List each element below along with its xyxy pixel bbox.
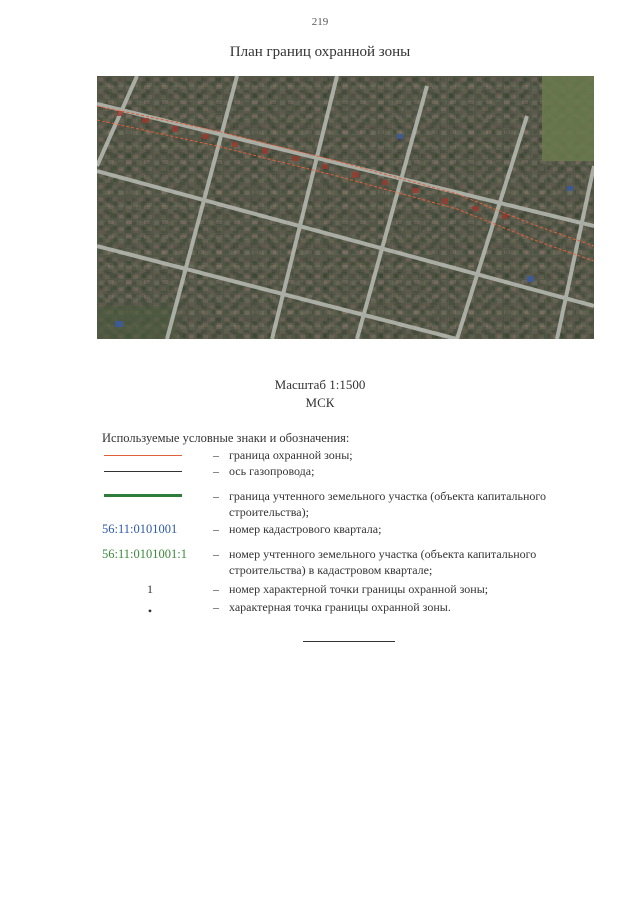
legend-heading: Используемые условные знаки и обозначения: bbox=[102, 431, 350, 445]
legend-symbol bbox=[102, 447, 207, 463]
black-line-icon bbox=[104, 471, 182, 472]
bottom-rule bbox=[303, 641, 395, 642]
legend-text: граница учтенного земельного участка (объекта капитального строительства); bbox=[229, 489, 547, 519]
map-image bbox=[97, 76, 594, 339]
legend-text: ось газопровода; bbox=[229, 464, 315, 478]
scale-block bbox=[0, 376, 640, 412]
scale-label: Масштаб 1:1500 bbox=[274, 377, 366, 392]
legend-symbol: 1 bbox=[147, 582, 153, 596]
legend-text: характерная точка границы охранной зоны. bbox=[229, 600, 451, 614]
satellite-map bbox=[97, 76, 594, 339]
legend-symbol: 56:11:0101001 bbox=[102, 522, 178, 536]
legend-text: номер характерной точки границы охранной зоны; bbox=[229, 582, 489, 596]
legend-text: номер учтенного земельного участка (объекта капитального строительства) в кадастровом квартале; bbox=[229, 547, 537, 577]
legend-symbol bbox=[102, 488, 207, 504]
point-icon: • bbox=[147, 604, 153, 618]
legend-symbol bbox=[102, 463, 207, 479]
page-title: План границ охранной зоны bbox=[229, 44, 411, 60]
legend-text: граница охранной зоны; bbox=[229, 448, 353, 462]
legend-symbol: 56:11:0101001:1 bbox=[102, 547, 187, 561]
page-number: 219 bbox=[311, 16, 329, 28]
red-line-icon bbox=[104, 455, 182, 456]
green-line-icon bbox=[104, 494, 182, 497]
legend-text: номер кадастрового квартала; bbox=[229, 522, 382, 536]
coordinate-system-label: МСК bbox=[305, 395, 335, 410]
